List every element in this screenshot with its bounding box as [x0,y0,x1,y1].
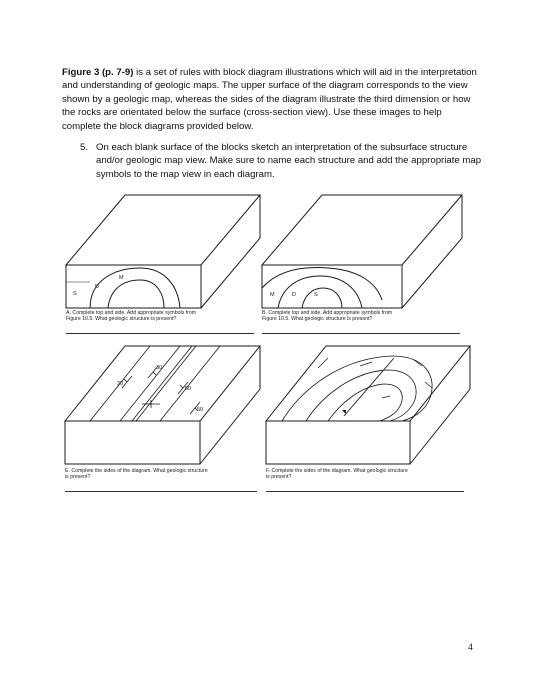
task-item-5 [80,141,482,181]
caption-e: E. Complete the sides of the diagram. What geologic structure is present? [65,468,208,481]
task-text: On each blank surface of the blocks sketch an interpretation of the subsurface structure and/or geologic map view. Make sure to name each structure and add the appropriate map symbols to the map view in each diagram. [96,142,482,180]
block-diagram-e [60,338,260,481]
label-s-a: S [73,291,77,297]
answer-line-f [266,491,464,492]
block-diagram-a-drawing [60,190,260,315]
caption-b: B. Complete top and side. Add appropriate symbols from Figure 10.5. What geologic structure is present? [262,310,393,323]
dip-label-e-1: 30 [156,365,163,371]
answer-line-e [65,491,257,492]
label-d-b: D [292,292,296,298]
intro-paragraph [62,66,482,133]
block-diagram-e-drawing [60,338,260,466]
dip-label-e-2: 30 [117,381,124,387]
block-diagram-b-drawing [258,190,463,315]
label-s-b: S [314,292,318,298]
answer-line-a [66,333,254,334]
task-number: 5. [80,142,89,153]
block-diagram-a [60,190,260,323]
block-diagram-f-drawing [262,338,472,466]
answer-line-b [262,333,460,334]
label-m-a: M [119,275,124,281]
block-diagram-f [262,338,472,481]
intro-lead: Figure 3 (p. 7-9) [62,67,134,78]
dip-label-e-4: 50 [197,407,204,413]
dip-label-e-3: 50 [185,386,192,392]
block-diagram-b [258,190,463,323]
caption-f: F. Complete the sides of the diagram. What geologic structure is present? [266,468,408,481]
caption-a: A. Complete top and side. Add appropriate symbols from Figure 10.5. What geologic structure is present? [66,310,197,323]
page-number: 4 [468,643,473,653]
label-m-b: M [270,292,275,298]
intro-text: is a set of rules with block diagram illustrations which will aid in the interpretation and understanding of geologic maps. The upper surface of the diagram corresponds to the view shown by a geologic map, whereas the sides of the diagram illustrate the third dimension or how the rocks are orientated below the surface (cross-section view). Use these images to help complete the block diagrams provided below. [62,67,477,132]
label-d-a: D [95,284,99,290]
